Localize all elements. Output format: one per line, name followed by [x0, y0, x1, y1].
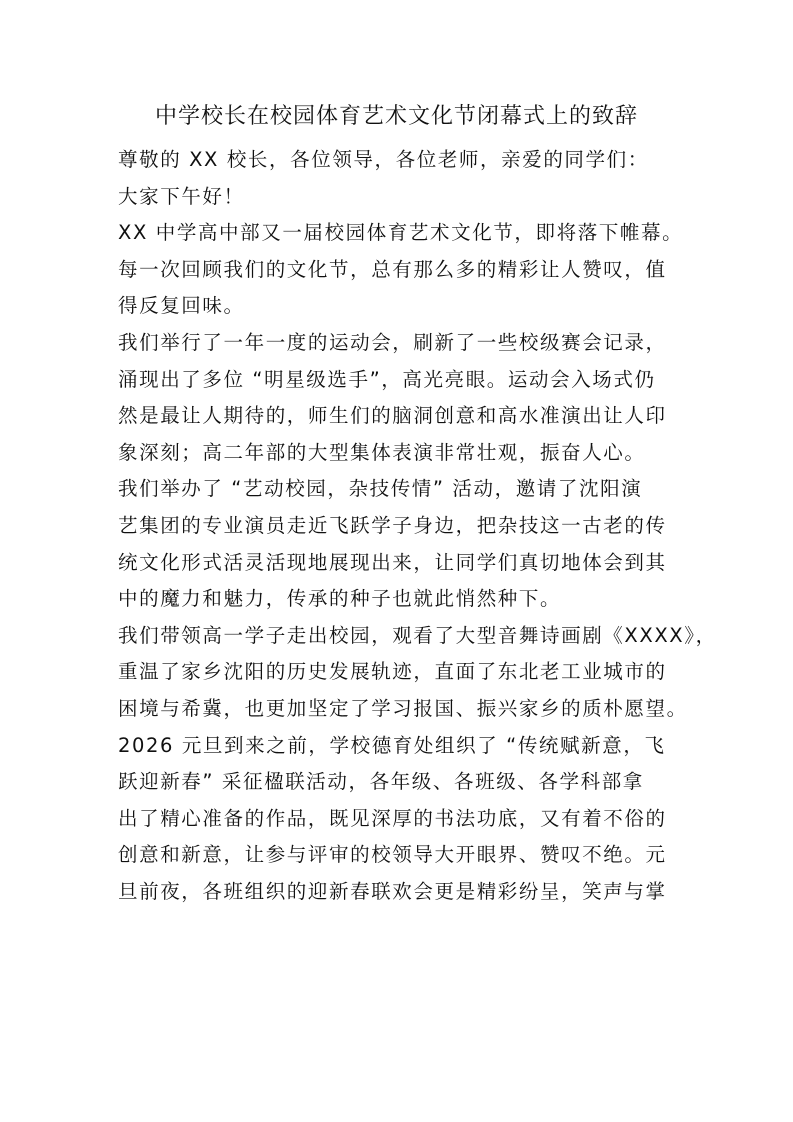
paragraph-line: 涌现出了多位 “明星级选手”，高光亮眼。运动会入场式仍 — [118, 367, 656, 391]
paragraph-line: 每一次回顾我们的文化节，总有那么多的精彩让人赞叹，值 — [118, 257, 667, 281]
paragraph-line: 得反复回味。 — [118, 294, 245, 318]
paragraph-line: 然是最让人期待的，师生们的脑洞创意和高水准演出让人印 — [118, 404, 667, 428]
paragraph-line: 旦前夜，各班组织的迎新春联欢会更是精彩纷呈，笑声与掌 — [118, 879, 667, 903]
paragraph-line: 艺集团的专业演员走近飞跃学子身边，把杂技这一古老的传 — [118, 513, 667, 537]
paragraph-line: XX 中学高中部又一届校园体育艺术文化节，即将落下帷幕。 — [118, 221, 684, 245]
paragraph-line: 困境与希冀，也更加坚定了学习报国、振兴家乡的质朴愿望。 — [118, 696, 688, 720]
paragraph-line: 出了精心准备的作品，既见深厚的书法功底，又有着不俗的 — [118, 806, 667, 830]
greeting-line: 大家下午好！ — [118, 184, 245, 208]
paragraph-line: 2026 元旦到来之前，学校德育处组织了 “传统赋新意，飞 — [118, 733, 666, 757]
paragraph-line: 重温了家乡沈阳的历史发展轨迹，直面了东北老工业城市的 — [118, 660, 667, 684]
paragraph-line: 跃迎新春” 采征楹联活动，各年级、各班级、各学科部拿 — [118, 770, 644, 794]
paragraph-line: 象深刻；高二年部的大型集体表演非常壮观，振奋人心。 — [118, 440, 646, 464]
document-title: 中学校长在校园体育艺术文化节闭幕式上的致辞 — [154, 104, 638, 129]
paragraph-line: 创意和新意，让参与评审的校领导大开眼界、赞叹不绝。元 — [118, 843, 667, 867]
paragraph-line: 我们举办了 “艺动校园，杂技传情” 活动，邀请了沈阳演 — [118, 477, 643, 501]
paragraph-line: 统文化形式活灵活现地展现出来，让同学们真切地体会到其 — [118, 550, 667, 574]
document-body — [118, 142, 717, 910]
salutation-line: 尊敬的 XX 校长，各位领导，各位老师，亲爱的同学们： — [118, 148, 649, 171]
paragraph-line: 我们举行了一年一度的运动会，刷新了一些校级赛会记录， — [118, 330, 667, 354]
paragraph-line: 我们带领高一学子走出校园，观看了大型音舞诗画剧《XXXX》， — [118, 623, 717, 647]
paragraph-line: 中的魔力和魅力，传承的种子也就此悄然种下。 — [118, 587, 562, 611]
